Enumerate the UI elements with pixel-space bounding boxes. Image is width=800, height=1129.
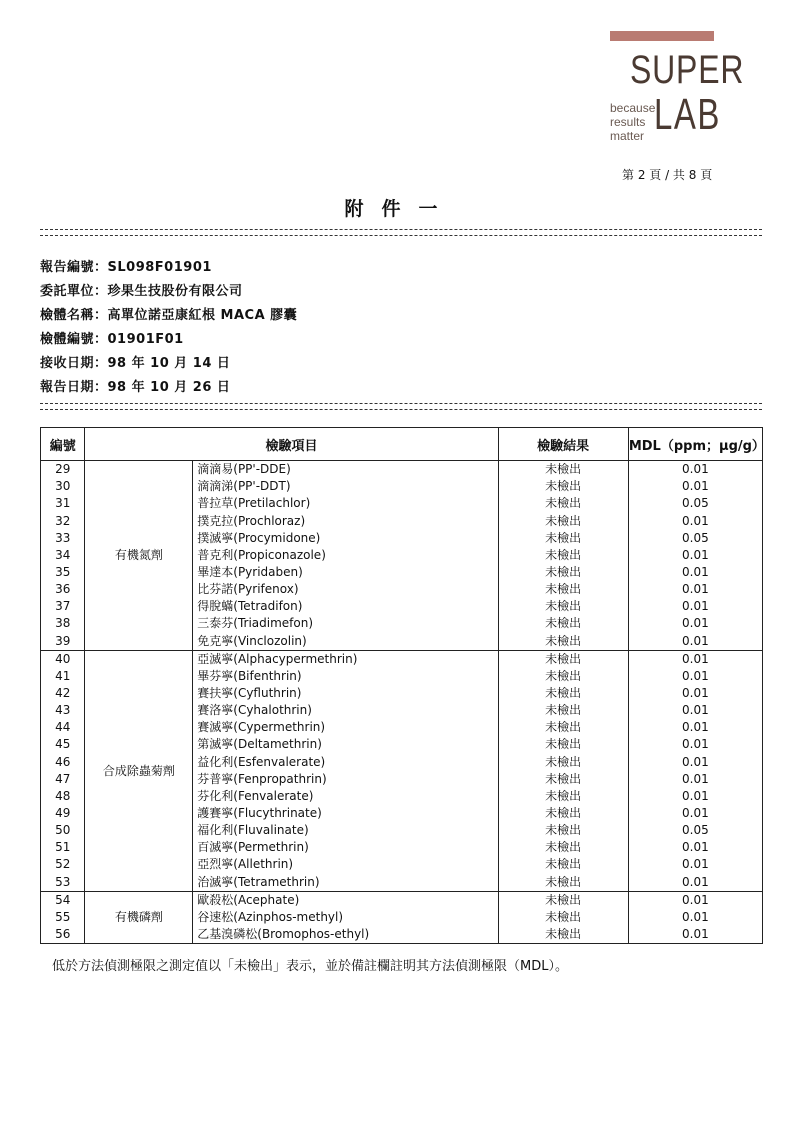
row-number: 31 <box>41 495 85 512</box>
mdl-value: 0.01 <box>628 873 762 891</box>
item-name: 得脫蟎(Tetradifon) <box>193 598 498 615</box>
item-name: 滴滴涕(PP'-DDT) <box>193 478 498 495</box>
result-value: 未檢出 <box>498 668 628 685</box>
row-number: 32 <box>41 512 85 529</box>
item-name: 比芬諾(Pyrifenox) <box>193 581 498 598</box>
row-number: 49 <box>41 805 85 822</box>
category-cell: 有機氮劑 <box>85 461 193 651</box>
mdl-value: 0.01 <box>628 547 762 564</box>
divider-top <box>40 229 762 236</box>
mdl-value: 0.01 <box>628 719 762 736</box>
logo-tagline-1: because <box>610 101 656 115</box>
category-cell: 合成除蟲菊劑 <box>85 650 193 891</box>
item-name: 賽洛寧(Cyhalothrin) <box>193 702 498 719</box>
header-result: 檢驗結果 <box>498 428 628 461</box>
result-value: 未檢出 <box>498 788 628 805</box>
mdl-value: 0.05 <box>628 822 762 839</box>
row-number: 53 <box>41 873 85 891</box>
mdl-value: 0.05 <box>628 530 762 547</box>
mdl-value: 0.01 <box>628 891 762 909</box>
table-body <box>41 461 763 944</box>
footnote: 低於方法偵測極限之測定值以「未檢出」表示，並於備註欄註明其方法偵測極限（MDL）。 <box>52 959 568 974</box>
mdl-value: 0.01 <box>628 926 762 944</box>
mdl-value: 0.01 <box>628 685 762 702</box>
row-number: 41 <box>41 668 85 685</box>
mdl-value: 0.01 <box>628 632 762 650</box>
result-value: 未檢出 <box>498 873 628 891</box>
item-name: 乙基溴磷松(Bromophos-ethyl) <box>193 926 498 944</box>
result-value: 未檢出 <box>498 495 628 512</box>
row-number: 39 <box>41 632 85 650</box>
mdl-value: 0.01 <box>628 702 762 719</box>
meta-sample-name: 檢體名稱：高單位諾亞康紅根 MACA 膠囊 <box>40 308 298 323</box>
result-value: 未檢出 <box>498 512 628 529</box>
mdl-value: 0.01 <box>628 856 762 873</box>
result-value: 未檢出 <box>498 632 628 650</box>
row-number: 29 <box>41 461 85 479</box>
item-name: 百滅寧(Permethrin) <box>193 839 498 856</box>
item-name: 賽扶寧(Cyfluthrin) <box>193 685 498 702</box>
row-number: 34 <box>41 547 85 564</box>
header-mdl: MDL（ppm；μg/g） <box>628 428 762 461</box>
header-item: 檢驗項目 <box>85 428 498 461</box>
meta-report-date: 報告日期：98 年 10 月 26 日 <box>40 380 231 395</box>
result-value: 未檢出 <box>498 839 628 856</box>
logo-brand-bottom: LAB <box>654 90 721 139</box>
row-number: 50 <box>41 822 85 839</box>
mdl-value: 0.05 <box>628 495 762 512</box>
item-name: 撲滅寧(Procymidone) <box>193 530 498 547</box>
result-value: 未檢出 <box>498 805 628 822</box>
item-name: 亞烈寧(Allethrin) <box>193 856 498 873</box>
mdl-value: 0.01 <box>628 650 762 668</box>
result-value: 未檢出 <box>498 581 628 598</box>
mdl-value: 0.01 <box>628 736 762 753</box>
mdl-value: 0.01 <box>628 598 762 615</box>
result-value: 未檢出 <box>498 771 628 788</box>
result-value: 未檢出 <box>498 530 628 547</box>
logo-brand-top: SUPER <box>630 48 745 92</box>
table-row <box>41 891 763 909</box>
page-number: 第 2 頁 / 共 8 頁 <box>622 168 713 182</box>
result-value: 未檢出 <box>498 926 628 944</box>
meta-client: 委託單位：珍果生技股份有限公司 <box>40 284 243 299</box>
item-name: 賽滅寧(Cypermethrin) <box>193 719 498 736</box>
item-name: 滴滴易(PP'-DDE) <box>193 461 498 479</box>
result-value: 未檢出 <box>498 856 628 873</box>
row-number: 37 <box>41 598 85 615</box>
item-name: 谷速松(Azinphos-methyl) <box>193 909 498 926</box>
mdl-value: 0.01 <box>628 461 762 479</box>
logo-accent-bar <box>610 31 714 41</box>
mdl-value: 0.01 <box>628 564 762 581</box>
mdl-value: 0.01 <box>628 805 762 822</box>
result-value: 未檢出 <box>498 822 628 839</box>
result-value: 未檢出 <box>498 685 628 702</box>
row-number: 51 <box>41 839 85 856</box>
item-name: 三泰芬(Triadimefon) <box>193 615 498 632</box>
result-value: 未檢出 <box>498 909 628 926</box>
row-number: 30 <box>41 478 85 495</box>
result-value: 未檢出 <box>498 650 628 668</box>
row-number: 48 <box>41 788 85 805</box>
table-header-row <box>41 428 763 461</box>
row-number: 54 <box>41 891 85 909</box>
logo-tagline-2: results <box>610 115 646 129</box>
item-name: 福化利(Fluvalinate) <box>193 822 498 839</box>
item-name: 畢達本(Pyridaben) <box>193 564 498 581</box>
meta-report-no: 報告編號：SL098F01901 <box>40 260 212 275</box>
result-value: 未檢出 <box>498 461 628 479</box>
result-value: 未檢出 <box>498 891 628 909</box>
mdl-value: 0.01 <box>628 615 762 632</box>
result-value: 未檢出 <box>498 753 628 770</box>
logo-tagline-3: matter <box>610 129 645 143</box>
mdl-value: 0.01 <box>628 839 762 856</box>
item-name: 畢芬寧(Bifenthrin) <box>193 668 498 685</box>
item-name: 護賽寧(Flucythrinate) <box>193 805 498 822</box>
row-number: 52 <box>41 856 85 873</box>
result-value: 未檢出 <box>498 615 628 632</box>
row-number: 38 <box>41 615 85 632</box>
mdl-value: 0.01 <box>628 909 762 926</box>
result-value: 未檢出 <box>498 598 628 615</box>
result-value: 未檢出 <box>498 719 628 736</box>
mdl-value: 0.01 <box>628 771 762 788</box>
mdl-value: 0.01 <box>628 581 762 598</box>
row-number: 40 <box>41 650 85 668</box>
page-title: 附件一 <box>344 198 456 220</box>
item-name: 芬普寧(Fenpropathrin) <box>193 771 498 788</box>
meta-sample-no: 檢體編號：01901F01 <box>40 332 184 347</box>
table-row <box>41 650 763 668</box>
divider-bottom <box>40 403 762 410</box>
row-number: 42 <box>41 685 85 702</box>
row-number: 56 <box>41 926 85 944</box>
row-number: 45 <box>41 736 85 753</box>
meta-received-date: 接收日期：98 年 10 月 14 日 <box>40 356 231 371</box>
item-name: 普拉草(Pretilachlor) <box>193 495 498 512</box>
table-row <box>41 461 763 479</box>
mdl-value: 0.01 <box>628 788 762 805</box>
row-number: 47 <box>41 771 85 788</box>
item-name: 歐殺松(Acephate) <box>193 891 498 909</box>
row-number: 33 <box>41 530 85 547</box>
row-number: 36 <box>41 581 85 598</box>
mdl-value: 0.01 <box>628 753 762 770</box>
result-value: 未檢出 <box>498 564 628 581</box>
header-no: 編號 <box>41 428 85 461</box>
result-value: 未檢出 <box>498 702 628 719</box>
result-value: 未檢出 <box>498 478 628 495</box>
item-name: 免克寧(Vinclozolin) <box>193 632 498 650</box>
row-number: 55 <box>41 909 85 926</box>
item-name: 普克利(Propiconazole) <box>193 547 498 564</box>
category-cell: 有機磷劑 <box>85 891 193 943</box>
result-value: 未檢出 <box>498 736 628 753</box>
mdl-value: 0.01 <box>628 668 762 685</box>
item-name: 治滅寧(Tetramethrin) <box>193 873 498 891</box>
row-number: 44 <box>41 719 85 736</box>
row-number: 43 <box>41 702 85 719</box>
result-value: 未檢出 <box>498 547 628 564</box>
item-name: 亞滅寧(Alphacypermethrin) <box>193 650 498 668</box>
mdl-value: 0.01 <box>628 512 762 529</box>
row-number: 35 <box>41 564 85 581</box>
mdl-value: 0.01 <box>628 478 762 495</box>
item-name: 撲克拉(Prochloraz) <box>193 512 498 529</box>
row-number: 46 <box>41 753 85 770</box>
item-name: 益化利(Esfenvalerate) <box>193 753 498 770</box>
item-name: 第滅寧(Deltamethrin) <box>193 736 498 753</box>
item-name: 芬化利(Fenvalerate) <box>193 788 498 805</box>
results-table <box>40 427 763 944</box>
